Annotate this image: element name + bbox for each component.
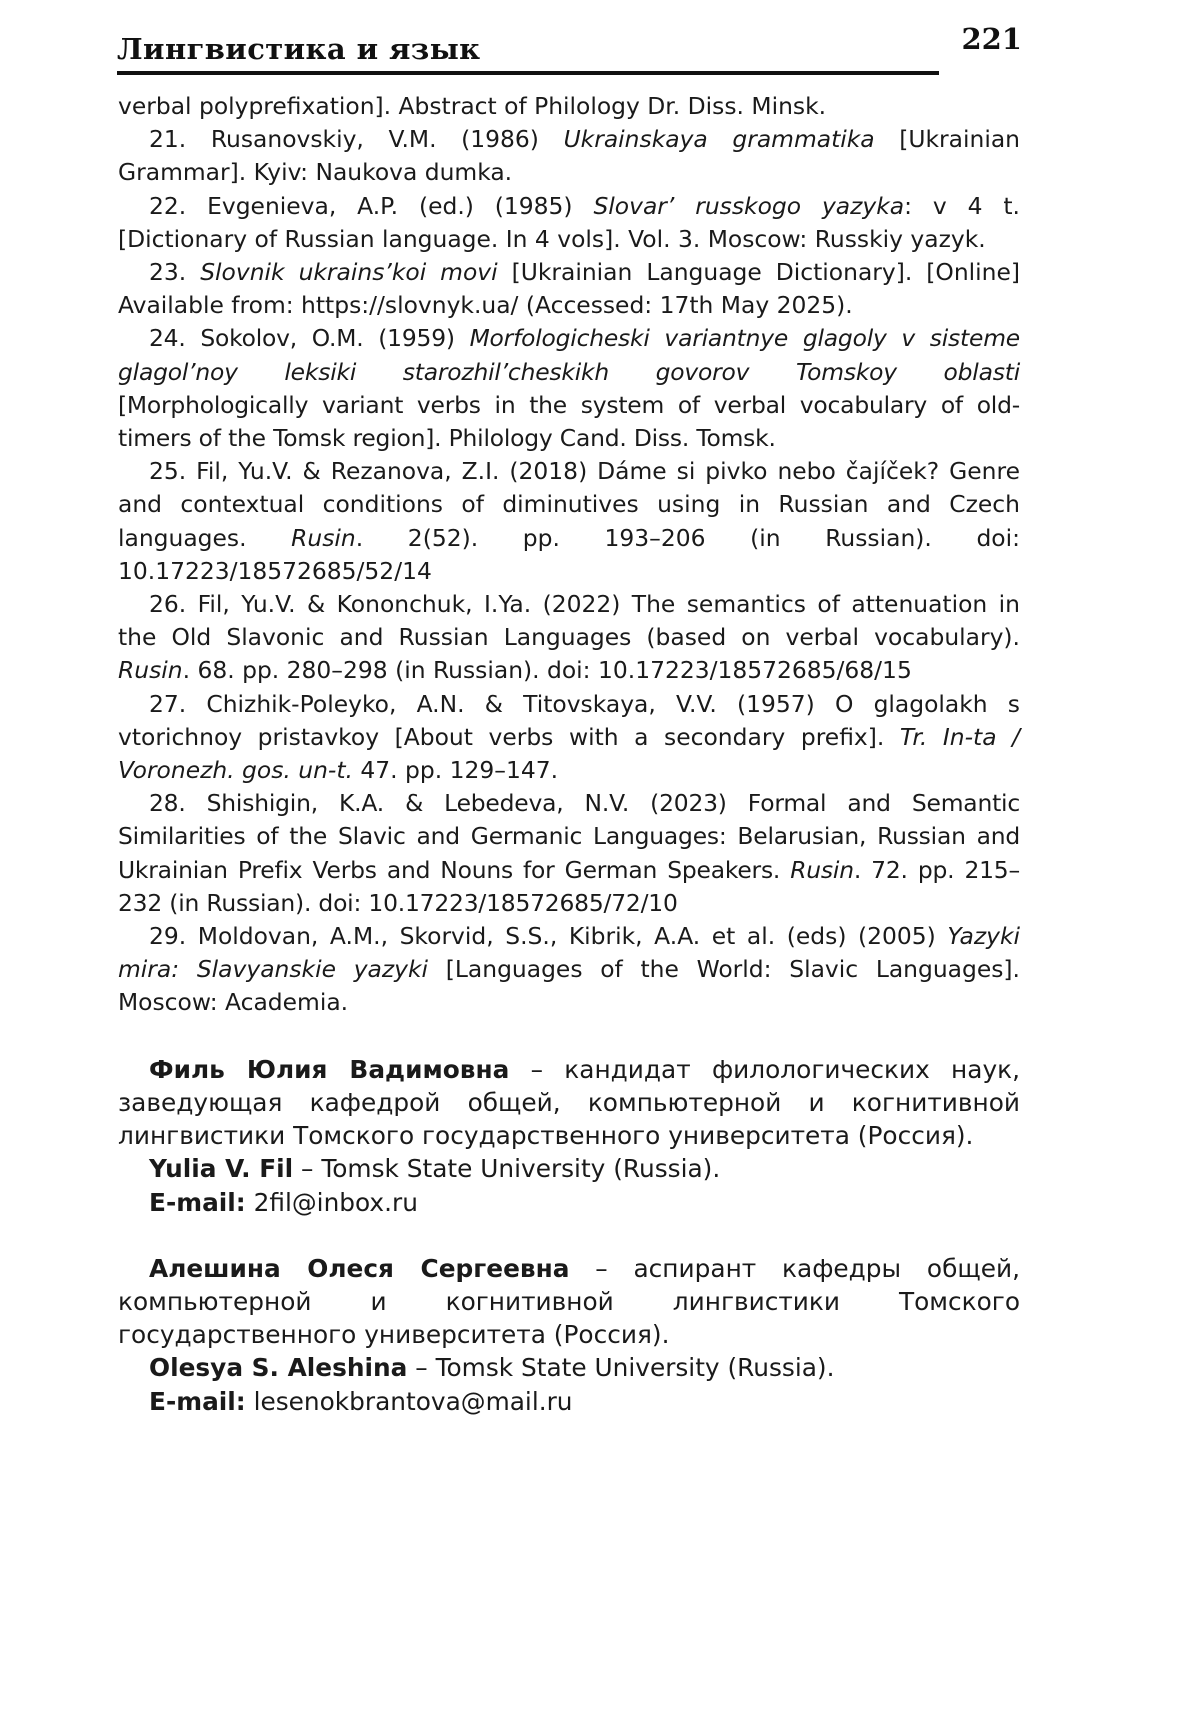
author-name-en: Yulia V. Fil xyxy=(149,1154,294,1184)
reference-text: 47. pp. 129–147. xyxy=(352,756,559,785)
author-ru xyxy=(118,1252,1020,1352)
reference-text: 23. xyxy=(149,258,201,287)
reference-text: [Languages of the World: Slavic Languages]. Moscow: Academia. xyxy=(118,955,1020,1017)
section-title: Лингвистика и язык xyxy=(117,32,481,66)
reference-text: 21. Rusanovskiy, V.M. (1986) xyxy=(149,125,564,154)
reference-text: . 2(52). pp. 193–206 (in Russian). doi: 10.17223/18572685/52/14 xyxy=(118,523,1020,585)
spacer xyxy=(118,1219,1020,1252)
reference-title: Slovar’ russkogo yazyka xyxy=(593,191,905,220)
email-address: lesenokbrantova@mail.ru xyxy=(245,1386,573,1416)
reference-text: [Morphologically variant verbs in the system of verbal vocabulary of old-timers of the Tomsk region]. Philology Cand. Diss. Tomsk. xyxy=(118,390,1020,453)
reference-item-21 xyxy=(118,123,1020,189)
running-header xyxy=(117,22,1022,78)
author-email xyxy=(118,1186,1020,1219)
reference-item-22 xyxy=(118,190,1020,256)
reference-title: Ukrainskaya grammatika xyxy=(563,125,875,154)
reference-text: [Ukrainian Language Dictionary]. [Online] Available from: https://slovnyk.ua/ (Accessed: 17th May 2025). xyxy=(118,258,1020,320)
reference-item-28 xyxy=(118,787,1020,920)
author-email xyxy=(118,1385,1020,1418)
reference-item-26 xyxy=(118,588,1020,688)
author-ru xyxy=(118,1053,1020,1153)
reference-item-27 xyxy=(118,688,1020,788)
reference-text: 26. Fil, Yu.V. & Kononchuk, I.Ya. (2022) The semantics of attenuation in the Old Slavonic and Russian Languages (based on verbal vocabulary). xyxy=(118,590,1020,652)
email-label: E-mail: xyxy=(149,1187,246,1217)
author-desc-en: – Tomsk State University (Russia). xyxy=(293,1154,721,1184)
author-en xyxy=(118,1152,1020,1185)
email-address: 2fil@inbox.ru xyxy=(245,1187,418,1217)
reference-title: Rusin xyxy=(291,523,356,552)
reference-text: 25. Fil, Yu.V. & Rezanova, Z.I. (2018) Dáme si pivko nebo čajíček? Genre and contextual conditions of diminutives using in Russian and Czech languages. xyxy=(118,457,1020,552)
reference-text: [Ukrainian Grammar]. Kyiv: Naukova dumka. xyxy=(118,125,1020,187)
header-rule xyxy=(117,71,939,75)
reference-item-23 xyxy=(118,256,1020,322)
reference-item-29 xyxy=(118,920,1020,1020)
author-desc-ru: – аспирант кафедры общей, компьютерной и когнитивной лингвистики Томского государственного университета (Россия). xyxy=(118,1253,1021,1350)
author-desc-en: – Tomsk State University (Russia). xyxy=(407,1353,835,1383)
reference-text: 29. Moldovan, A.M., Skorvid, S.S., Kibrik, A.A. et al. (eds) (2005) xyxy=(149,922,948,951)
reference-title: Slovnik ukrains’koi movi xyxy=(200,258,498,287)
reference-title: Yazyki mira: Slavyanskie yazyki xyxy=(118,922,1020,984)
reference-title: Rusin xyxy=(118,656,183,685)
reference-item-24 xyxy=(118,322,1020,455)
reference-text: 24. Sokolov, O.M. (1959) xyxy=(149,324,470,353)
author-info-1 xyxy=(118,1053,1020,1219)
reference-list xyxy=(118,90,1020,1020)
reference-text: 28. Shishigin, K.A. & Lebedeva, N.V. (2023) Formal and Semantic Similarities of the Slavic and Germanic Languages: Belarusian, Russian and Ukrainian Prefix Verbs and Nouns for German Speakers. xyxy=(118,789,1020,884)
reference-text: 22. Evgenieva, A.P. (ed.) (1985) xyxy=(149,191,594,220)
author-name-ru: Филь Юлия Вадимовна xyxy=(149,1054,510,1084)
reference-text: 27. Chizhik-Poleyko, A.N. & Titovskaya, V.V. (1957) O glagolakh s vtorichnoy pristavkoy [About verbs with a secondary prefix]. xyxy=(118,689,1020,751)
reference-title: Rusin xyxy=(790,855,854,884)
reference-text: . 72. pp. 215–232 (in Russian). doi: 10.17223/18572685/72/10 xyxy=(118,855,1020,917)
email-label: E-mail: xyxy=(149,1386,246,1416)
reference-text: . 68. pp. 280–298 (in Russian). doi: 10.17223/18572685/68/15 xyxy=(182,656,912,685)
author-info-2 xyxy=(118,1252,1020,1418)
reference-continuation: verbal polyprefixation]. Abstract of Philology Dr. Diss. Minsk. xyxy=(118,92,827,120)
reference-item-25 xyxy=(118,455,1020,588)
page-content xyxy=(118,90,1020,1418)
author-name-en: Olesya S. Aleshina xyxy=(149,1353,408,1383)
author-en xyxy=(118,1351,1020,1384)
page-number: 221 xyxy=(961,22,1022,56)
reference-text: : v 4 t. [Dictionary of Russian language. In 4 vols]. Vol. 3. Moscow: Russkiy yazyk. xyxy=(118,191,1020,253)
author-desc-ru: – кандидат филологических наук, заведующая кафедрой общей, компьютерной и когнитивной лингвистики Томского государственного университета (Россия). xyxy=(118,1054,1020,1151)
spacer xyxy=(118,1020,1020,1053)
author-name-ru: Алешина Олеся Сергеевна xyxy=(149,1253,570,1283)
reference-title: Tr. In-ta / Voronezh. gos. un-t. xyxy=(118,722,1021,785)
reference-title: Morfologicheski variantnye glagoly v sisteme glagol’noy leksiki starozhil’cheskikh govorov Tomskoy oblasti xyxy=(118,324,1020,386)
